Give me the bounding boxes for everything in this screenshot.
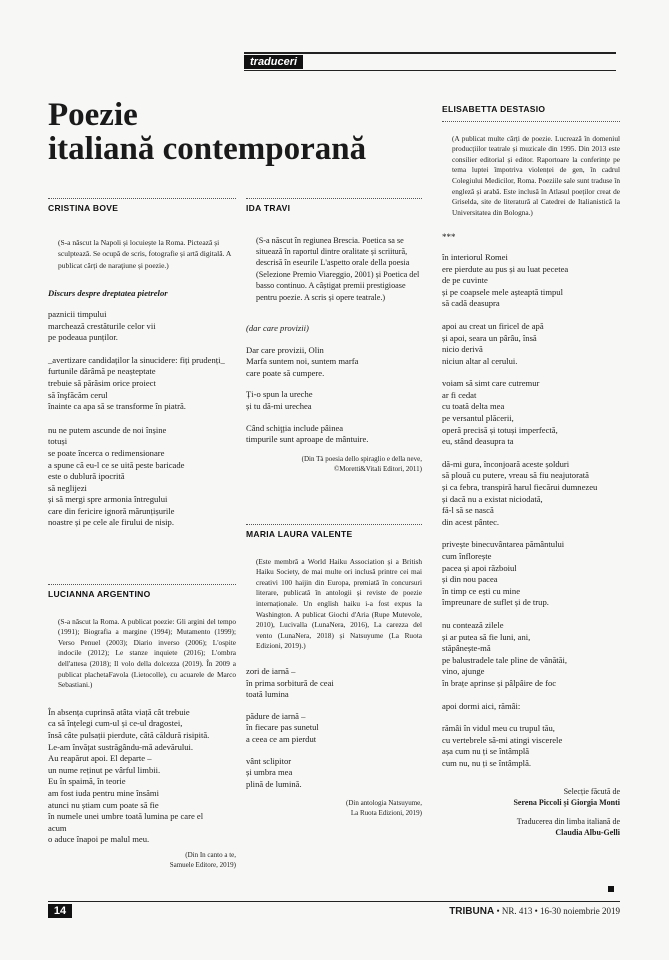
divider [246, 524, 422, 525]
author-bio: (S-a născut la Napoli și locuiește la Roma. Pictează și sculptează. Se ocupă de scris, fotografie și artă digitală. A publicat cărți de naraţiune și poezie.) [58, 237, 231, 270]
source-line: La Ruota Edizioni, 2019) [350, 809, 422, 818]
source-line: (Din Tà poesia dello spiraglio e della neve, [301, 454, 422, 463]
poem-line: și pe coapsele mele așteaptă timpul [442, 286, 563, 297]
author-bio [246, 557, 422, 652]
poem-stanza [48, 355, 236, 413]
poem-stanza [442, 620, 620, 690]
poem-line: să plouă cu putere, vreau să fiu neajutorată [442, 470, 589, 481]
poem-line: și umbra mea [246, 767, 293, 778]
poem-stanza [246, 711, 422, 746]
divider [246, 198, 422, 199]
poem-line: trebuie să părăsim orice proiect [48, 377, 156, 388]
poem-line: cum nu, nu ți se întâmplă. [442, 757, 532, 768]
poem-line: din acest pântec. [442, 516, 500, 527]
poem-line: nu contează zilele [442, 619, 504, 630]
poem-line: Marfa suntem noi, suntem marfa [246, 356, 359, 367]
credit-selection-names [442, 797, 620, 808]
section-header [244, 52, 616, 71]
poem-stanza [246, 423, 422, 446]
poem-line: este o dublură ipocrită [48, 471, 125, 482]
page-title [48, 98, 428, 166]
poem-line: voiam să simt care cutremur [442, 378, 540, 389]
poem-line: să cadă deasupra [442, 298, 500, 309]
poem-line: În absența cuprinsă atâta viață cât trebuie [48, 706, 190, 717]
credit-translator-name: Claudia Albu-Gelli [555, 827, 620, 837]
poem-line: înainte ca apa să se transforme în piatră. [48, 401, 186, 412]
poem-line: paznicii timpului [48, 308, 107, 319]
poem-source [246, 454, 422, 474]
poem-line: se poate încerca o redimensionare [48, 447, 165, 458]
poem-stanza [442, 723, 620, 769]
poem-line: vino, ajunge [442, 666, 485, 677]
poem-line: și ar putea să fie luni, ani, [442, 631, 531, 642]
credit-selection-names-text: Serena Piccoli și Giorgia Monti [513, 797, 620, 807]
poem-stanza [442, 459, 620, 529]
poem-line: Dar care provizii, Olin [246, 344, 324, 355]
poem-line: am fost iuda pentru mine însămi [48, 787, 159, 798]
poem-stanza [442, 252, 620, 310]
page-footer [48, 901, 620, 920]
poem-stanza [246, 345, 422, 380]
poem-line: furtunile dărâmă pe neașteptate [48, 366, 156, 377]
source-line: (Din antologia Natsuyume, [345, 799, 422, 808]
poem-line: și ca febra, transpiră harul fiecărui dumnezeu [442, 482, 598, 493]
divider [48, 198, 236, 199]
poem-stanza [442, 321, 620, 367]
poem-line: privește binecuvântarea pământului [442, 539, 565, 550]
poem-line: o aduce înapoi pe malul meu. [48, 834, 150, 845]
author-bio [48, 617, 236, 691]
poem-line: operă precisă și totuși imperfectă, [442, 424, 558, 435]
poem-line: Când schiţția include pâinea [246, 422, 344, 433]
issue-details: • NR. 413 • 16-30 noiembrie 2019 [496, 906, 620, 916]
poem-stanza [442, 539, 620, 609]
poem-stanza [48, 309, 236, 344]
divider [48, 584, 236, 585]
divider [442, 121, 620, 122]
poem-line: toată lumina [246, 689, 289, 700]
issue-info [449, 905, 620, 918]
poem-line: apoi dormi aici, rămâi: [442, 700, 521, 711]
column-left-bottom [48, 584, 236, 870]
column-right [442, 104, 620, 838]
poem-line: pădure de iarnă – [246, 710, 306, 721]
credit-selection-label: Selecție făcută de [563, 786, 620, 796]
column-left-top [48, 198, 236, 529]
poem-line: nu ne putem ascunde de noi înșine [48, 424, 167, 435]
poem-line: eu, stând deasupra ta [442, 436, 514, 447]
poem-line: și din nou pacea [442, 574, 498, 585]
poem-stanza [246, 756, 422, 791]
end-of-article-mark [608, 886, 614, 892]
author-bio-text: (A publicat multe cărți de poezie. Lucrează în domeniul producțiilor teatrale și muzicale din 1995. Din 2013 este consilier editorial și editor. Raportoare la conferințe pe tema luptei împotriva violenței de gen, în cadrul Colegiului Medicilor, Roma. Poeziile sale sunt traduse în engleză și arabă. Este inclusă în Atlasul poeților creat de Griselda, site de literatură al Catedrei de Italianistică la Universitatea din Bologna.) [452, 133, 620, 217]
poem-line: în numele unei umbre toată lumina pe care el [48, 811, 204, 822]
poem-line: în brațe aprinse și pâlpâire de foc [442, 677, 557, 688]
poem-line: vânt sclipitor [246, 755, 292, 766]
title-line-1: Poezie [48, 97, 138, 133]
poem-line: care din fericire ignoră mărunțișurile [48, 505, 175, 516]
section-label: traduceri [244, 55, 303, 69]
poem-line: de pe cuvinte [442, 275, 488, 286]
page-number: 14 [48, 904, 72, 918]
poem-line: cu toată delta mea [442, 401, 505, 412]
credits [442, 786, 620, 838]
poem-line: timpurile sunt aproape de mântuire. [246, 434, 369, 445]
poem-title: Discurs despre dreptatea pietrelor [48, 288, 168, 299]
poem-line: în fiecare pas sunetul [246, 722, 319, 733]
author-bio: (S-a născut în regiunea Brescia. Poetica sa se situează în raportul dintre oralitate și scriitură, descrisă în eseurile L'aspetto orale della poesia (Selezione Premio Viareggio, 2001) și Poetica del basso continuo. A câștigat premii prestigioase pentru poezie. A scris și opere teatrale.) [256, 235, 420, 302]
poem-source [246, 798, 422, 818]
author-name: CRISTINA BOVE [48, 203, 119, 213]
poem-line: pacea și apoi războiul [442, 562, 517, 573]
poem-line: în interiorul Romei [442, 251, 508, 262]
poem-stanza [246, 389, 422, 412]
poem-line: și tu dă-mi urechea [246, 401, 312, 411]
poem-line: să neglijezi [48, 482, 87, 493]
poem-line: nicio derivă [442, 344, 483, 355]
poem-line: și să mergi spre armonia întregului [48, 494, 168, 505]
poem-line: rămâi în vidul meu cu trupul tău, [442, 723, 555, 734]
poem-stanza [442, 378, 620, 448]
poem-line: plină de lumină. [246, 778, 302, 789]
poem-line: niciun altar al cerului. [442, 355, 518, 366]
poem-line: a ceea ce am pierdut [246, 733, 317, 744]
poem-line: ca să înțelegi cum-ul și ce-ul dragostei, [48, 718, 183, 729]
author-name: LUCIANNA ARGENTINO [48, 589, 151, 599]
poem-line: în prima sorbitură de ceai [246, 677, 334, 688]
section-break-asterisks: *** [442, 232, 456, 243]
author-bio-text: (S-a născut la Roma. A publicat poezie: Gli argini del tempo (1991); Biografia a margine (1994); Mutamento (1999); Verso Penuel (2003); Diario inverso (2006); L'ospite indocile (2012); Le stanze inquiete (2016); L'ombra dell'attesa (2018); Il volo della dolcezza (2019). În 2009 a publicat plachetaFavola (Lietocolle), cu acuarele de Marco Sebastiani.) [58, 616, 236, 690]
author-name: IDA TRAVI [246, 203, 291, 213]
poem-line: Eu în spaimă, în teorie [48, 776, 126, 787]
poem-line: totuși [48, 436, 68, 447]
column-middle-top [246, 198, 422, 474]
poem-line: atunci nu știam cum poate să fie [48, 799, 159, 810]
source-line: Samuele Editore, 2019) [169, 860, 236, 869]
poem-line: împreunare de suflet și de trup. [442, 597, 549, 608]
poem-source [48, 850, 236, 870]
poem-line: pe versantul plăcerii, [442, 413, 514, 424]
poem-line: care poate să cumpere. [246, 367, 325, 378]
poem-line: marchează crestăturile celor vii [48, 320, 156, 331]
publication-name: TRIBUNA [449, 906, 495, 917]
source-line: ©Moretti&Vitali Editori, 2011) [333, 464, 422, 473]
poem-stanza [48, 707, 236, 846]
column-middle-bottom [246, 524, 422, 818]
poem-line: Au reapărut apoi. El departe – [48, 753, 152, 764]
author-bio-text: (Este membră a World Haiku Association și a British Haiku Society, de mai multe ori inclusă printre cei mai creativi 100 haijin din Europa, premiată în concursuri literare, publicată în antologii și reviste de poezie internaționale. Un english haiku i-a fost expus la Washington. A publicat Giochi d'Aria (Rupe Mutevole, 2010), Lucivalla (LunaNera, 2016), La carezza del vento (LunaNera, 2018) și Natsuyume (La Ruota Edizioni, 2019).) [256, 556, 422, 651]
poem-line: _avertizare candidaților la sinucidere: fiți prudenți_ [48, 354, 225, 365]
poem-line: a spune că eu-l ce se uită peste baricade [48, 459, 185, 470]
poem-line: cu vertebrele să-mi atingi viscerele [442, 734, 563, 745]
poem-line: așa cum nu ți se întâmplă [442, 746, 530, 757]
poem-stanza [442, 701, 620, 713]
poem-line: stăpânește-mă [442, 643, 491, 654]
poem-title: (dar care provizii) [246, 323, 309, 334]
poem-line: Le-am învățat sustrăgându-mă adevărului. [48, 741, 194, 752]
poem-line: pe podeaua punților. [48, 332, 118, 343]
poem-line: ere pierdute au pus și au luat pecetea [442, 263, 569, 274]
credit-translator [442, 827, 620, 838]
poem-line: fă-l să se nască [442, 505, 494, 516]
poem-line: în timp ce ești cu mine [442, 585, 521, 596]
poem-line: acum [48, 822, 67, 833]
poem-line: să înşfăcăm cerul [48, 389, 108, 400]
poem-line: apoi au creat un firicel de apă [442, 320, 544, 331]
poem-line: și dacă nu a existat niciodată, [442, 493, 543, 504]
poem-line: și apoi, seara un pârâu, însă [442, 332, 537, 343]
poem-line: cum înflorește [442, 551, 492, 561]
author-name: ELISABETTA DESTASIO [442, 104, 546, 114]
poem-line: dă-mi gura, înconjoară aceste șolduri [442, 458, 570, 469]
poem-line: zori de iarnă – [246, 665, 296, 676]
poem-stanza [48, 425, 236, 529]
poem-stanza [246, 666, 422, 701]
author-name: MARIA LAURA VALENTE [246, 529, 353, 539]
author-bio [442, 134, 620, 219]
poem-line: un nume reținut pe vârful limbii. [48, 764, 161, 775]
credit-translation-label: Traducerea din limba italiană de [516, 816, 620, 826]
title-line-2: italiană contemporană [48, 131, 367, 167]
poem-line: însă câte pulsații pierdute, câtă căldură risipită. [48, 729, 210, 740]
poem-line: Ți-o spun la ureche [246, 389, 313, 400]
source-line: (Din In canto a te, [185, 850, 236, 859]
poem-line: pe balustradele tale pline de vânătăi, [442, 654, 568, 665]
poem-line: ar fi cedat [442, 389, 477, 400]
poem-line: noastre și pe cele ale firului de nisip. [48, 517, 174, 528]
